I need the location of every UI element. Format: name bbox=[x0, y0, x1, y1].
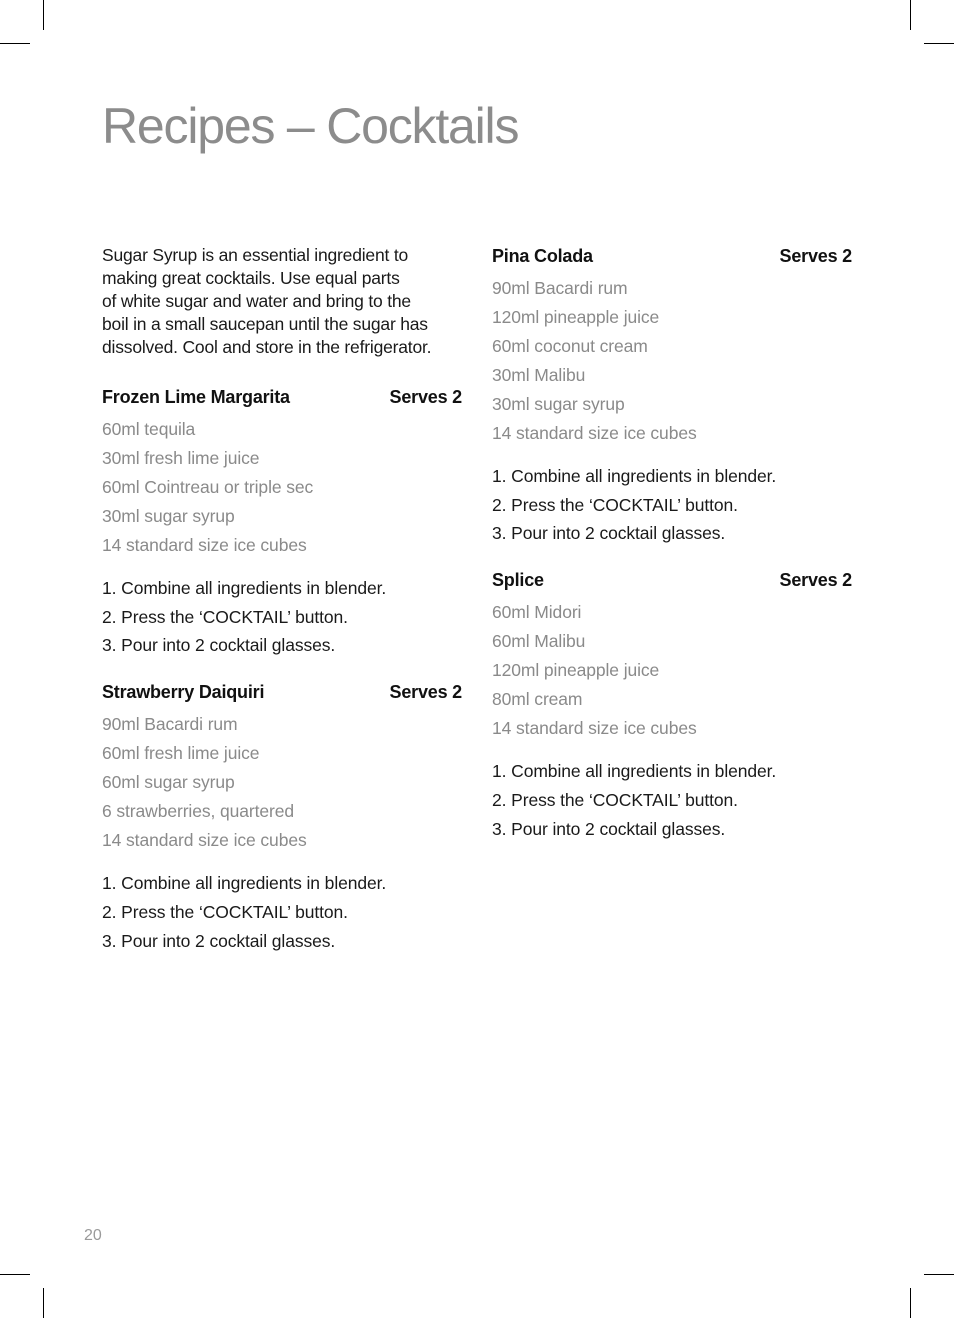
method-step: 1. Combine all ingredients in blender. bbox=[102, 873, 387, 894]
ingredient-item: 14 standard size ice cubes bbox=[102, 535, 307, 555]
recipe-serves: Serves 2 bbox=[779, 246, 852, 266]
ingredient-item: 14 standard size ice cubes bbox=[492, 718, 697, 739]
method-step: 2. Press the ‘COCKTAIL’ button. bbox=[102, 606, 348, 627]
method-step: 3. Pour into 2 cocktail glasses. bbox=[102, 635, 336, 656]
method-step: 3. Pour into 2 cocktail glasses. bbox=[102, 930, 336, 951]
recipe-serves: Serves 2 bbox=[389, 682, 462, 703]
method-step: 2. Press the ‘COCKTAIL’ button. bbox=[492, 789, 738, 810]
crop-mark-top-right-h bbox=[924, 43, 954, 44]
recipe-header bbox=[492, 244, 852, 268]
ingredient-item: 60ml fresh lime juice bbox=[102, 743, 260, 764]
crop-mark-top-left-h bbox=[0, 43, 30, 44]
right-column bbox=[492, 244, 852, 863]
recipe-header bbox=[492, 568, 852, 592]
left-column bbox=[102, 244, 462, 975]
ingredient-item: 120ml pineapple juice bbox=[492, 660, 660, 681]
method-step: 1. Combine all ingredients in blender. bbox=[102, 578, 387, 598]
crop-mark-bottom-left-h bbox=[0, 1274, 30, 1275]
ingredient-item: 60ml coconut cream bbox=[492, 336, 648, 356]
method-step: 1. Combine all ingredients in blender. bbox=[492, 761, 777, 782]
recipe-name: Strawberry Daiquiri bbox=[102, 682, 265, 703]
right-recipes bbox=[492, 244, 852, 843]
crop-mark-top-left-v bbox=[43, 0, 44, 30]
ingredient-item: 60ml Malibu bbox=[492, 631, 586, 652]
recipe-serves: Serves 2 bbox=[389, 387, 462, 407]
recipe-frozen-lime-margarita bbox=[102, 385, 462, 660]
recipe-name: Pina Colada bbox=[492, 246, 593, 266]
ingredient-item: 30ml Malibu bbox=[492, 365, 586, 385]
recipe-serves: Serves 2 bbox=[779, 570, 852, 591]
sugar-syrup-intro: Sugar Syrup is an essential ingredient to making great cocktails. Use equal parts of white sugar and water and bring to the boil in a small saucepan until the sugar has dissolved. Cool and store in the refrigerator. bbox=[102, 245, 432, 357]
ingredient-item: 60ml Midori bbox=[492, 602, 582, 623]
method-steps bbox=[102, 869, 462, 955]
ingredient-item: 6 strawberries, quartered bbox=[102, 801, 295, 822]
method-steps bbox=[102, 574, 462, 660]
method-step: 1. Combine all ingredients in blender. bbox=[492, 466, 777, 486]
recipe-header bbox=[102, 680, 462, 704]
ingredient-item: 60ml tequila bbox=[102, 419, 196, 439]
recipe-pina-colada bbox=[492, 244, 852, 548]
recipe-name: Frozen Lime Margarita bbox=[102, 387, 290, 407]
ingredient-item: 90ml Bacardi rum bbox=[102, 714, 238, 735]
recipe-splice bbox=[492, 568, 852, 843]
ingredient-item: 14 standard size ice cubes bbox=[492, 423, 697, 443]
page-title: Recipes – Cocktails bbox=[102, 98, 519, 154]
ingredient-item: 30ml sugar syrup bbox=[492, 394, 625, 414]
method-step: 3. Pour into 2 cocktail glasses. bbox=[492, 523, 726, 544]
recipe-header bbox=[102, 385, 462, 409]
ingredient-list bbox=[102, 415, 462, 560]
ingredient-item: 60ml sugar syrup bbox=[102, 772, 235, 793]
method-steps bbox=[492, 757, 852, 843]
ingredient-item: 30ml sugar syrup bbox=[102, 506, 235, 526]
ingredient-item: 120ml pineapple juice bbox=[492, 307, 660, 327]
ingredient-item: 90ml Bacardi rum bbox=[492, 278, 628, 298]
ingredient-list bbox=[102, 710, 462, 855]
left-recipes bbox=[102, 385, 462, 955]
method-step: 2. Press the ‘COCKTAIL’ button. bbox=[492, 494, 738, 515]
crop-mark-bottom-right-v bbox=[910, 1288, 911, 1318]
crop-mark-top-right-v bbox=[910, 0, 911, 30]
method-steps bbox=[492, 462, 852, 548]
crop-mark-bottom-right-h bbox=[924, 1274, 954, 1275]
method-step: 3. Pour into 2 cocktail glasses. bbox=[492, 818, 726, 839]
crop-mark-bottom-left-v bbox=[43, 1288, 44, 1318]
ingredient-list bbox=[492, 274, 852, 448]
ingredient-item: 30ml fresh lime juice bbox=[102, 448, 260, 468]
recipe-strawberry-daiquiri bbox=[102, 680, 462, 955]
ingredient-list bbox=[492, 598, 852, 743]
recipe-name: Splice bbox=[492, 570, 544, 591]
ingredient-item: 80ml cream bbox=[492, 689, 583, 710]
method-step: 2. Press the ‘COCKTAIL’ button. bbox=[102, 901, 348, 922]
page-number: 20 bbox=[84, 1227, 102, 1244]
ingredient-item: 14 standard size ice cubes bbox=[102, 830, 307, 851]
ingredient-item: 60ml Cointreau or triple sec bbox=[102, 477, 314, 497]
